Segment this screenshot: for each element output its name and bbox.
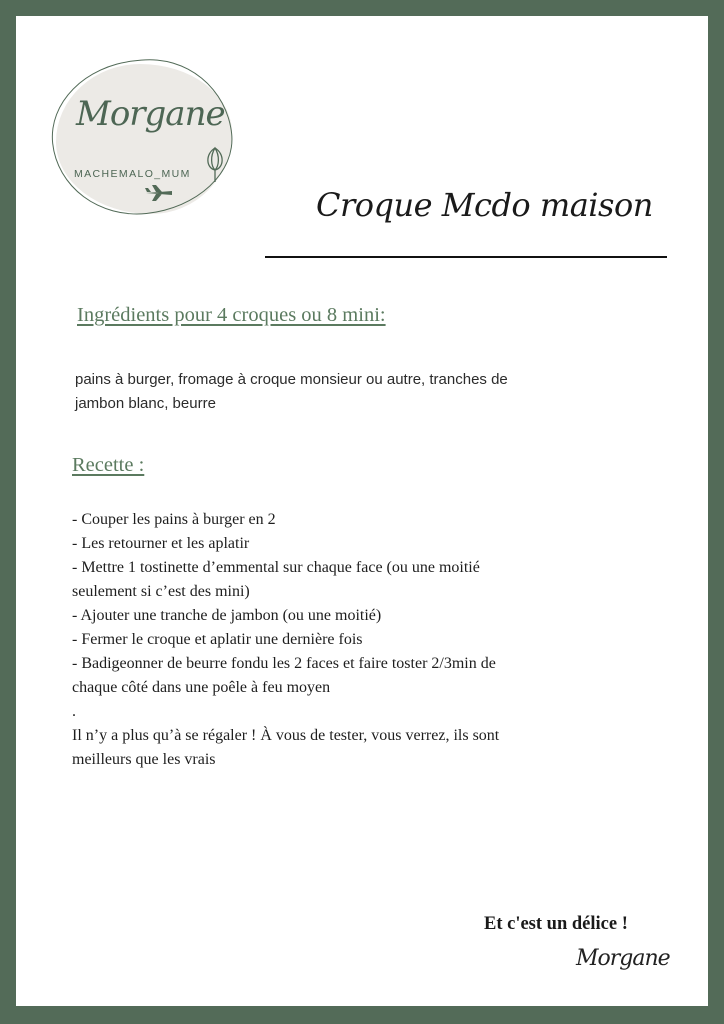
ingredients-heading: Ingrédients pour 4 croques ou 8 mini:	[77, 304, 386, 326]
recipe-line: - Les retourner et les aplatir	[72, 535, 250, 552]
recipe-line: meilleurs que les vrais	[72, 751, 216, 768]
logo-handle: MACHEMALO_MUM	[74, 168, 191, 180]
ingredients-line: pains à burger, fromage à croque monsieur ou autre, tranches de	[75, 371, 508, 388]
recipe-steps	[72, 508, 652, 772]
whisk-icon	[202, 144, 228, 184]
recipe-line: seulement si c’est des mini)	[72, 583, 250, 600]
signature: Morgane	[576, 946, 670, 971]
ingredients-text	[75, 368, 635, 416]
logo-script-name: Morgane	[76, 94, 225, 134]
recipe-heading: Recette :	[72, 454, 145, 476]
recipe-line: - Couper les pains à burger en 2	[72, 511, 276, 528]
recipe-line: - Ajouter une tranche de jambon (ou une moitié)	[72, 607, 382, 624]
recipe-line: - Mettre 1 tostinette d’emmental sur chaque face (ou une moitié	[72, 559, 480, 576]
logo-outline	[44, 51, 239, 223]
closing-remark: Et c'est un délice !	[484, 914, 628, 934]
airplane-icon	[144, 184, 174, 202]
brand-logo	[52, 56, 252, 226]
title-underline	[265, 256, 667, 258]
recipe-line: - Badigeonner de beurre fondu les 2 faces et faire toster 2/3min de	[72, 655, 496, 672]
recipe-line: Il n’y a plus qu’à se régaler ! À vous de tester, vous verrez, ils sont	[72, 727, 500, 744]
recipe-line: .	[72, 703, 76, 720]
recipe-card	[16, 16, 708, 1006]
recipe-title: Croque Mcdo maison	[316, 186, 653, 224]
ingredients-line: jambon blanc, beurre	[75, 395, 216, 412]
recipe-line: chaque côté dans une poêle à feu moyen	[72, 679, 331, 696]
recipe-line: - Fermer le croque et aplatir une dernière fois	[72, 631, 363, 648]
